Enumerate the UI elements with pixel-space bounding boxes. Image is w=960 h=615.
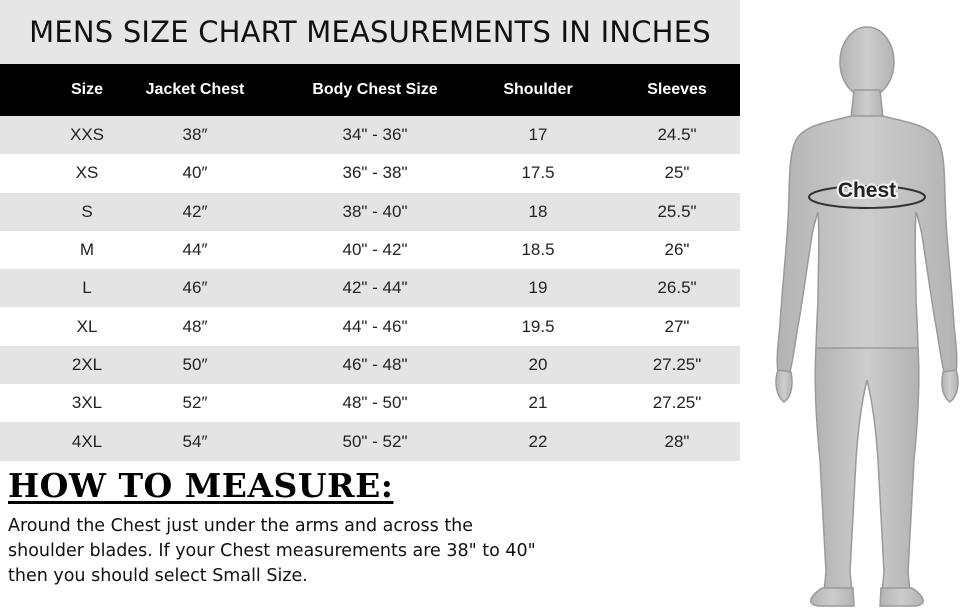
cell-sleeves: 24.5" [657, 125, 697, 145]
cell-size: XS [75, 163, 99, 183]
table-row [0, 346, 740, 384]
cell-shoulder: 22 [528, 431, 548, 451]
table-row [0, 231, 740, 269]
table-row [0, 193, 740, 231]
cell-body-chest: 34" - 36" [342, 125, 408, 145]
cell-size: M [79, 240, 95, 260]
header-shoulder: Shoulder [503, 81, 573, 98]
cell-body-chest: 50" - 52" [342, 431, 408, 451]
cell-sleeves: 25.5" [657, 201, 697, 221]
cell-jacket-chest: 40″ [182, 163, 208, 183]
cell-shoulder: 18 [528, 201, 548, 221]
cell-body-chest: 48" - 50" [342, 393, 408, 413]
cell-shoulder: 17.5 [521, 163, 555, 183]
chest-label: Chest [837, 179, 897, 202]
instruction-line: then you should select Small Size. [8, 566, 308, 586]
table-row [0, 384, 740, 422]
page-title: MENS SIZE CHART MEASUREMENTS IN INCHES [29, 15, 711, 49]
size-chart-table [0, 64, 740, 461]
cell-sleeves: 27" [664, 316, 690, 336]
header-jacket-chest: Jacket Chest [145, 81, 245, 98]
table-body [0, 116, 740, 461]
cell-jacket-chest: 46″ [182, 278, 208, 298]
cell-jacket-chest: 52″ [182, 393, 208, 413]
body-figure [760, 0, 960, 610]
cell-shoulder: 17 [528, 125, 548, 145]
header-size: Size [70, 81, 104, 98]
cell-sleeves: 26" [664, 240, 690, 260]
header-sleeves: Sleeves [647, 81, 707, 98]
cell-shoulder: 19 [528, 278, 548, 298]
cell-body-chest: 38" - 40" [342, 201, 408, 221]
cell-sleeves: 27.25" [652, 354, 702, 374]
cell-body-chest: 42" - 44" [342, 278, 408, 298]
instruction-line: Around the Chest just under the arms and across the [8, 516, 474, 536]
cell-size: S [81, 201, 93, 221]
human-silhouette-icon [760, 0, 960, 610]
cell-body-chest: 44" - 46" [342, 316, 408, 336]
silhouette-shape [776, 27, 958, 606]
header-body-chest: Body Chest Size [312, 81, 438, 98]
cell-jacket-chest: 42″ [182, 201, 208, 221]
cell-jacket-chest: 38″ [182, 125, 208, 145]
cell-shoulder: 19.5 [521, 316, 555, 336]
cell-shoulder: 21 [528, 393, 548, 413]
cell-sleeves: 28" [664, 431, 690, 451]
table-header-row [0, 64, 740, 116]
table-row [0, 307, 740, 345]
cell-jacket-chest: 50″ [182, 354, 208, 374]
table-row [0, 422, 740, 460]
cell-body-chest: 36" - 38" [342, 163, 408, 183]
cell-sleeves: 25" [664, 163, 690, 183]
cell-jacket-chest: 44″ [182, 240, 208, 260]
instruction-line: shoulder blades. If your Chest measurements are 38" to 40" [8, 541, 536, 561]
table-row [0, 154, 740, 192]
table-row [0, 116, 740, 154]
cell-size: 2XL [71, 354, 103, 374]
cell-shoulder: 18.5 [521, 240, 555, 260]
cell-jacket-chest: 48″ [182, 316, 208, 336]
table-row [0, 269, 740, 307]
cell-body-chest: 46" - 48" [342, 354, 408, 374]
cell-sleeves: 26.5" [657, 278, 697, 298]
cell-size: XXS [69, 125, 105, 145]
cell-body-chest: 40" - 42" [342, 240, 408, 260]
cell-sleeves: 27.25" [652, 393, 702, 413]
how-to-measure-text [8, 514, 568, 589]
how-to-measure-heading: HOW TO MEASURE: [8, 466, 394, 505]
cell-shoulder: 20 [528, 354, 548, 374]
cell-size: 3XL [71, 393, 103, 413]
cell-size: XL [76, 316, 98, 336]
title-bar [0, 0, 740, 64]
cell-size: L [82, 278, 92, 298]
cell-size: 4XL [71, 431, 103, 451]
cell-jacket-chest: 54″ [182, 431, 208, 451]
